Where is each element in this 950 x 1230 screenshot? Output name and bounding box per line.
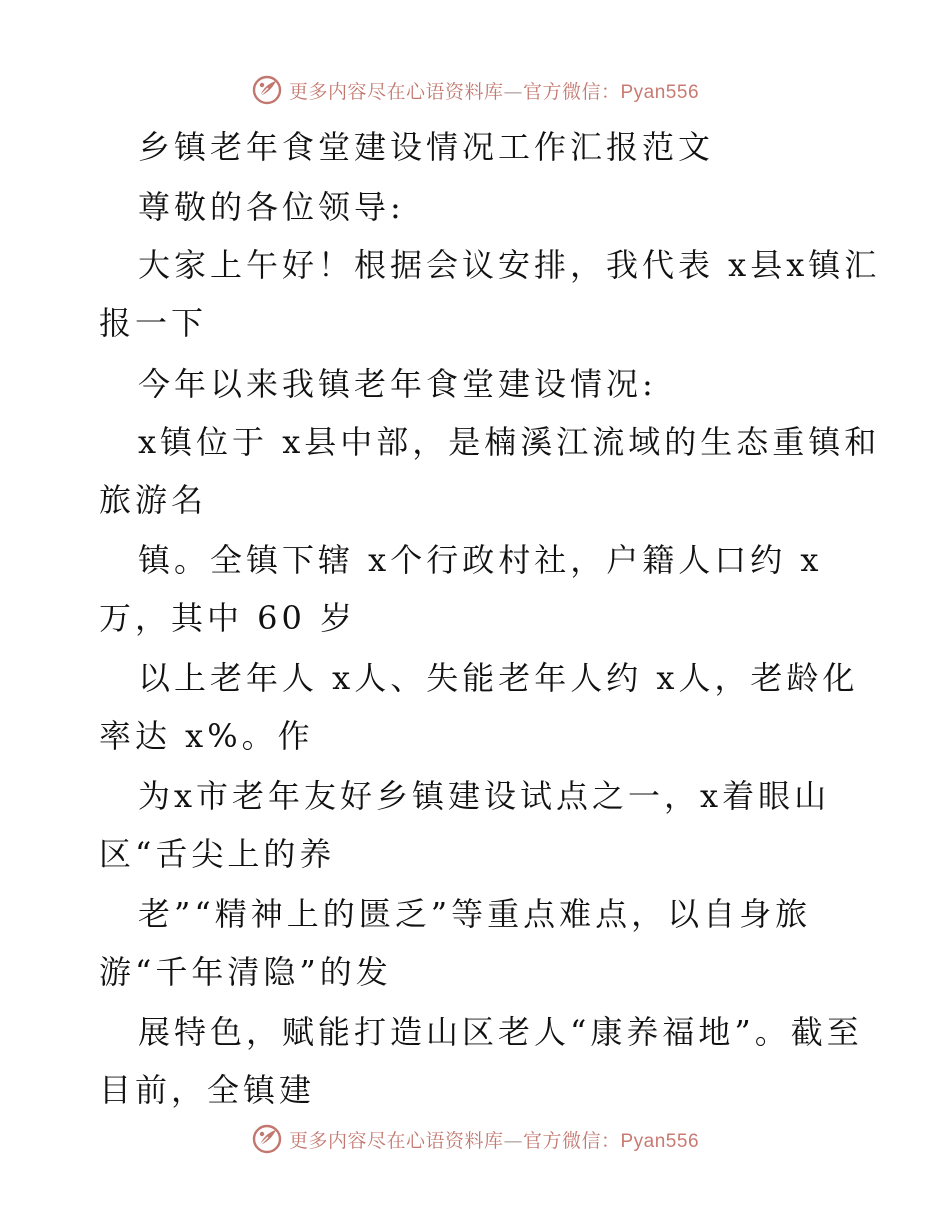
paragraph-line: 今年以来我镇老年食堂建设情况: (138, 365, 657, 403)
paragraph-line: 以上老年人 x人、失能老年人约 x人，老龄化 (138, 659, 859, 697)
watermark-code: Pyan556 (620, 81, 700, 103)
watermark-text (289, 1126, 699, 1153)
paragraph-line: 游“千年清隐”的发 (99, 953, 392, 991)
watermark-main-text: 更多内容尽在心语资料库 (288, 80, 504, 103)
paragraph-line: 为x市老年友好乡镇建设试点之一，x着眼山 (138, 777, 831, 815)
document-title: 乡镇老年食堂建设情况工作汇报范文 (138, 128, 715, 166)
watermark-suffix-text: 官方微信： (522, 1129, 621, 1152)
paragraph-line: 目前，全镇建 (99, 1071, 316, 1109)
footer-watermark (0, 1121, 950, 1157)
paragraph-line: 区“舌尖上的养 (99, 835, 336, 873)
leaf-pen-logo-icon (251, 1123, 283, 1155)
watermark-separator: — (503, 1129, 523, 1152)
paragraph-line: 镇。全镇下辖 x个行政村社，户籍人口约 x (138, 541, 823, 579)
watermark-suffix-text: 官方微信： (522, 80, 621, 103)
leaf-pen-logo-icon (251, 74, 283, 106)
paragraph-line: 大家上午好！根据会议安排，我代表 x县x镇汇 (138, 246, 881, 284)
paragraph-line: 老”“精神上的匮乏”等重点难点，以自身旅 (138, 895, 812, 933)
paragraph-line: 展特色，赋能打造山区老人“康养福地”。截至 (138, 1013, 863, 1051)
paragraph-line: x镇位于 x县中部，是楠溪江流域的生态重镇和 (138, 423, 881, 461)
watermark-text (289, 77, 699, 104)
paragraph-line: 率达 x%。作 (99, 717, 314, 755)
paragraph-line: 尊敬的各位领导: (138, 188, 405, 226)
header-watermark (0, 72, 950, 108)
watermark-code: Pyan556 (620, 1130, 700, 1152)
paragraph-line: 万，其中 60 岁 (99, 599, 357, 637)
paragraph-line: 报一下 (99, 304, 208, 342)
watermark-main-text: 更多内容尽在心语资料库 (288, 1129, 504, 1152)
watermark-separator: — (503, 80, 523, 103)
paragraph-line: 旅游名 (99, 481, 208, 519)
